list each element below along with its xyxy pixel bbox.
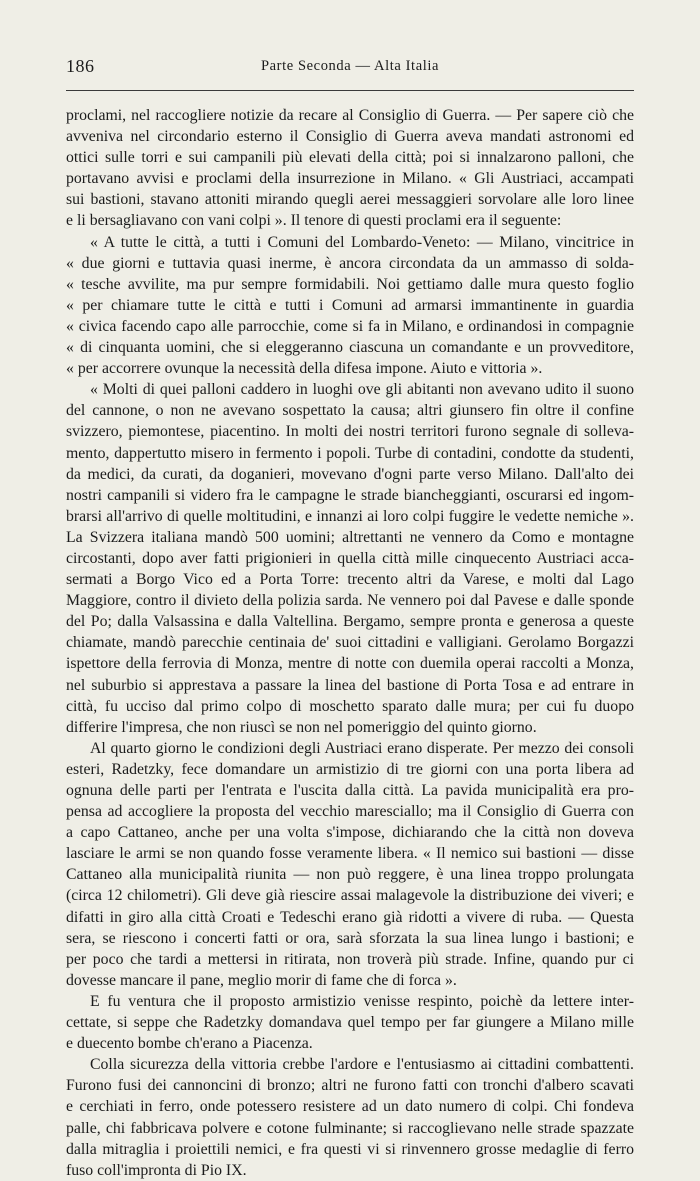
text-line: Colla sicurezza della vittoria crebbe l'ardore e l'entusiasmo ai cittadini combattenti. <box>90 1056 634 1074</box>
text-line: sui bastioni, stavano attoniti mirando quegli aerei messaggieri sorvolare alle loro linee <box>66 191 634 209</box>
text-line: Maggiore, contro il divieto della polizia sarda. Ne vennero poi dal Pavese e dalle sponde <box>66 592 634 610</box>
text-line: sermati a Borgo Vico ed a Porta Torre: trecento altri da Varese, e molti dal Lago <box>66 571 634 589</box>
text-line: E fu ventura che il proposto armistizio venisse respinto, poichè da lettere inter- <box>90 992 634 1010</box>
text-line: e cerchiati in ferro, onde potessero resistere ad un dato numero di colpi. Chi fondeva <box>66 1098 634 1116</box>
text-line: differire l'impresa, che non riuscì se non nel pomeriggio del quinto giorno. <box>66 718 537 736</box>
text-line: e li bersagliavano con vani colpi ». Il tenore di questi proclami era il seguente: <box>66 212 562 230</box>
text-line: « per chiamare tutte le città e tutti i Comuni ad armarsi immantinente in guardia <box>66 296 634 314</box>
text-line: (circa 12 chilometri). Gli deve già riescire assai malagevole la distribuzione dei viveri; e <box>66 887 634 905</box>
text-line: nostri campanili si videro fra le campagne le strade biancheggianti, oscurarsi ed ingom- <box>66 486 634 504</box>
text-line: da medici, da curati, da doganieri, movevano d'ogni parte verso Milano. Dall'alto dei <box>66 465 634 483</box>
text-line: difatti in giro alla città Croati e Tedeschi erano già ridotti a vivere di ruba. — Questa <box>66 908 634 926</box>
text-line: e duecento bombe ch'erano a Piacenza. <box>66 1035 313 1053</box>
text-line: « due giorni e tuttavia quasi inerme, è ancora circondata da un ammasso di solda- <box>66 254 634 272</box>
text-line: circostanti, dopo aver fatti prigionieri in quella città mille cinquecento Austriaci acca- <box>66 549 634 567</box>
text-line: « per accorrere ovunque la necessità della difesa impone. Aiuto e vittoria ». <box>66 360 543 378</box>
text-line: sera, se riescono i concerti fatti or ora, sarà sforzata la sua linea lungo i bastioni; e <box>66 929 634 947</box>
text-line: ottici sulle torri e sui campanili più elevati della città; poi si innalzarono palloni, che <box>66 149 634 167</box>
text-line: « di cinquanta uomini, che si eleggeranno ciascuna un comandante e un provveditore, <box>66 339 634 357</box>
text-line: mento, dappertutto misero in fermento i popoli. Turbe di contadini, condotte da studenti, <box>66 444 634 462</box>
page-number: 186 <box>66 56 95 76</box>
text-line: città, fu ucciso dal primo colpo di moschetto sparato dalle mura; per cui fu duopo <box>66 697 634 715</box>
text-line: dovesse mancare il pane, meglio morir di fame che di forca ». <box>66 971 457 989</box>
text-line: esteri, Radetzky, fece domandare un armistizio di tre giorni con una porta libera ad <box>66 760 634 778</box>
text-line: svizzero, piemontese, piacentino. In molti dei nostri territori furono segnale di solleva- <box>66 423 634 441</box>
text-line: La Svizzera italiana mandò 500 uomini; altrettanti ne vennero da Como e montagne <box>66 528 634 546</box>
page-header <box>66 56 634 80</box>
text-line: nel suburbio si apprestava a passare la linea del bastione di Porta Tosa e ad entrare in <box>66 676 634 694</box>
text-line: « A tutte le città, a tutti i Comuni del Lombardo-Veneto: — Milano, vincitrice in <box>90 233 634 251</box>
text-line: cettate, si seppe che Radetzky domandava quel tempo per far giungere a Milano mille <box>66 1014 634 1032</box>
text-line: « civica facendo capo alle parrocchie, come si fa in Milano, e ordinandosi in compagnie <box>66 317 634 335</box>
text-line: del cannone, o non ne avevano sospettato la causa; altri giunsero fin oltre il confine <box>66 402 634 420</box>
text-line: pensa ad accogliere la proposta del vecchio maresciallo; ma il Consiglio di Guerra con <box>66 803 634 821</box>
text-line: Cattaneo alla municipalità riunita — non può reggere, è una linea troppo prolungata <box>66 866 634 884</box>
text-line: lasciare le armi se non quando fosse veramente libera. « Il nemico sui bastioni — disse <box>66 845 634 863</box>
text-line: dalla mitraglia i proiettili nemici, e fra questi vi si rinvennero grosse medaglie di ferro <box>66 1140 634 1158</box>
running-title: Parte Seconda — Alta Italia <box>260 58 440 74</box>
text-line: a capo Cattaneo, anche per una volta s'impose, dichiarando che la città non doveva <box>66 824 634 842</box>
text-line: portavano avvisi e proclami della insurrezione in Milano. « Gli Austriaci, accampati <box>66 170 634 188</box>
text-line: fuso coll'impronta di Pio IX. <box>66 1161 247 1179</box>
body-text <box>66 105 634 1181</box>
text-line: « tesche avvilite, ma pur sempre formidabili. Noi gettiamo dalle mura questo foglio <box>66 275 634 293</box>
text-line: proclami, nel raccogliere notizie da recare al Consiglio di Guerra. — Per sapere ciò che <box>66 107 634 124</box>
text-line: ognuna delle parti per l'entrata e l'uscita dalla città. La pavida municipalità era pro- <box>66 782 634 799</box>
text-line: brarsi all'arrivo di quelle moltitudini, e innanzi ai loro colpi fuggire le vedette nemiche ». <box>66 507 634 525</box>
text-line: avveniva nel circondario esterno il Consiglio di Guerra aveva mandati astronomi ed <box>66 128 634 146</box>
header-rule <box>66 90 634 91</box>
text-line: chiamate, mandò parecchie centinaia de' suoi cittadini e valligiani. Gerolamo Borgazzi <box>66 634 634 652</box>
text-line: del Po; dalla Valsassina e dalla Valtellina. Bergamo, sempre pronta e generosa a queste <box>66 613 634 631</box>
text-line: Furono fusi dei cannoncini di bronzo; altri ne furono fatti con tronchi d'albero scavati <box>66 1077 634 1095</box>
text-line: palle, chi fabbricava polvere e cotone fulminante; si raccoglievano nelle strade spazzate <box>66 1119 634 1137</box>
text-line: « Molti di quei palloni caddero in luoghi ove gli abitanti non avevano udito il suono <box>90 381 634 399</box>
text-line: ispettore della ferrovia di Monza, mentre di notte con duemila operai raccolti a Monza, <box>66 655 634 673</box>
text-line: per poco che tardi a mettersi in ritirata, non troverà più strade. Infine, quando pur ci <box>66 950 634 968</box>
text-line: Al quarto giorno le condizioni degli Austriaci erano disperate. Per mezzo dei consoli <box>90 739 634 757</box>
